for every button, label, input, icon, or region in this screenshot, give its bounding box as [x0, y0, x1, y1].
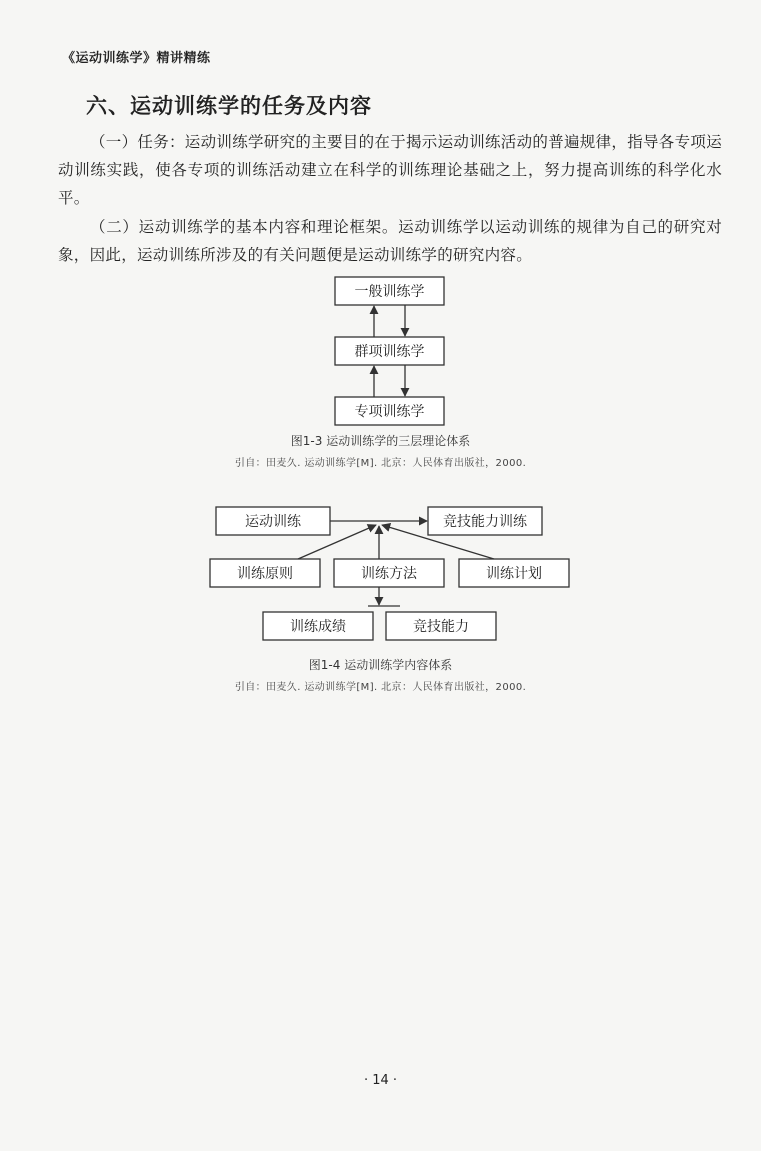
figure-content-system-diagram [0, 495, 761, 655]
box-training-results-label: 训练成绩 [290, 619, 346, 635]
box-training-plan-label: 训练计划 [486, 566, 542, 582]
figure1-source: 引自：田麦久. 运动训练学[M]. 北京：人民体育出版社，2000. [234, 458, 527, 469]
box-group-training [335, 337, 444, 365]
box-competitive-ability-training [428, 507, 542, 535]
figure2-caption: 图1-4 运动训练学内容体系 [308, 658, 453, 672]
paragraph-tasks: （一）任务：运动训练学研究的主要目的在于揭示运动训练活动的普遍规律，指导各专项运动训练实践，使各专项的训练活动建立在科学的训练理论基础之上，努力提高训练的科学化水平。 [58, 133, 723, 207]
box-specific-training-label: 专项训练学 [354, 404, 425, 420]
box-training-results [263, 612, 373, 640]
figure1-caption: 图1-3 运动训练学的三层理论体系 [290, 434, 471, 448]
page-number: · 14 · [363, 1073, 398, 1088]
box-training-principles [210, 559, 320, 587]
section-title: 六、运动训练学的任务及内容 [86, 93, 372, 118]
box-general-training [335, 277, 444, 305]
box-training-principles-label: 训练原则 [237, 566, 293, 582]
box-sports-training-label: 运动训练 [245, 514, 301, 530]
box-specific-training [335, 397, 444, 425]
box-competitive-ability-label: 竞技能力 [413, 619, 469, 635]
paragraph-content: （二）运动训练学的基本内容和理论框架。运动训练学以运动训练的规律为自己的研究对象，因此，运动训练所涉及的有关问题便是运动训练学的研究内容。 [58, 218, 722, 264]
box-training-methods-label: 训练方法 [361, 566, 417, 582]
running-head: 《运动训练学》精讲精练 [62, 51, 211, 66]
figure-three-tier-diagram [0, 270, 761, 430]
box-training-methods [334, 559, 444, 587]
box-sports-training [216, 507, 330, 535]
box-competitive-ability-training-label: 竞技能力训练 [443, 514, 527, 530]
box-general-training-label: 一般训练学 [354, 284, 425, 300]
box-competitive-ability [386, 612, 496, 640]
figure2-source: 引自：田麦久. 运动训练学[M]. 北京：人民体育出版社，2000. [234, 682, 527, 693]
box-group-training-label: 群项训练学 [354, 344, 425, 360]
box-training-plan [459, 559, 569, 587]
